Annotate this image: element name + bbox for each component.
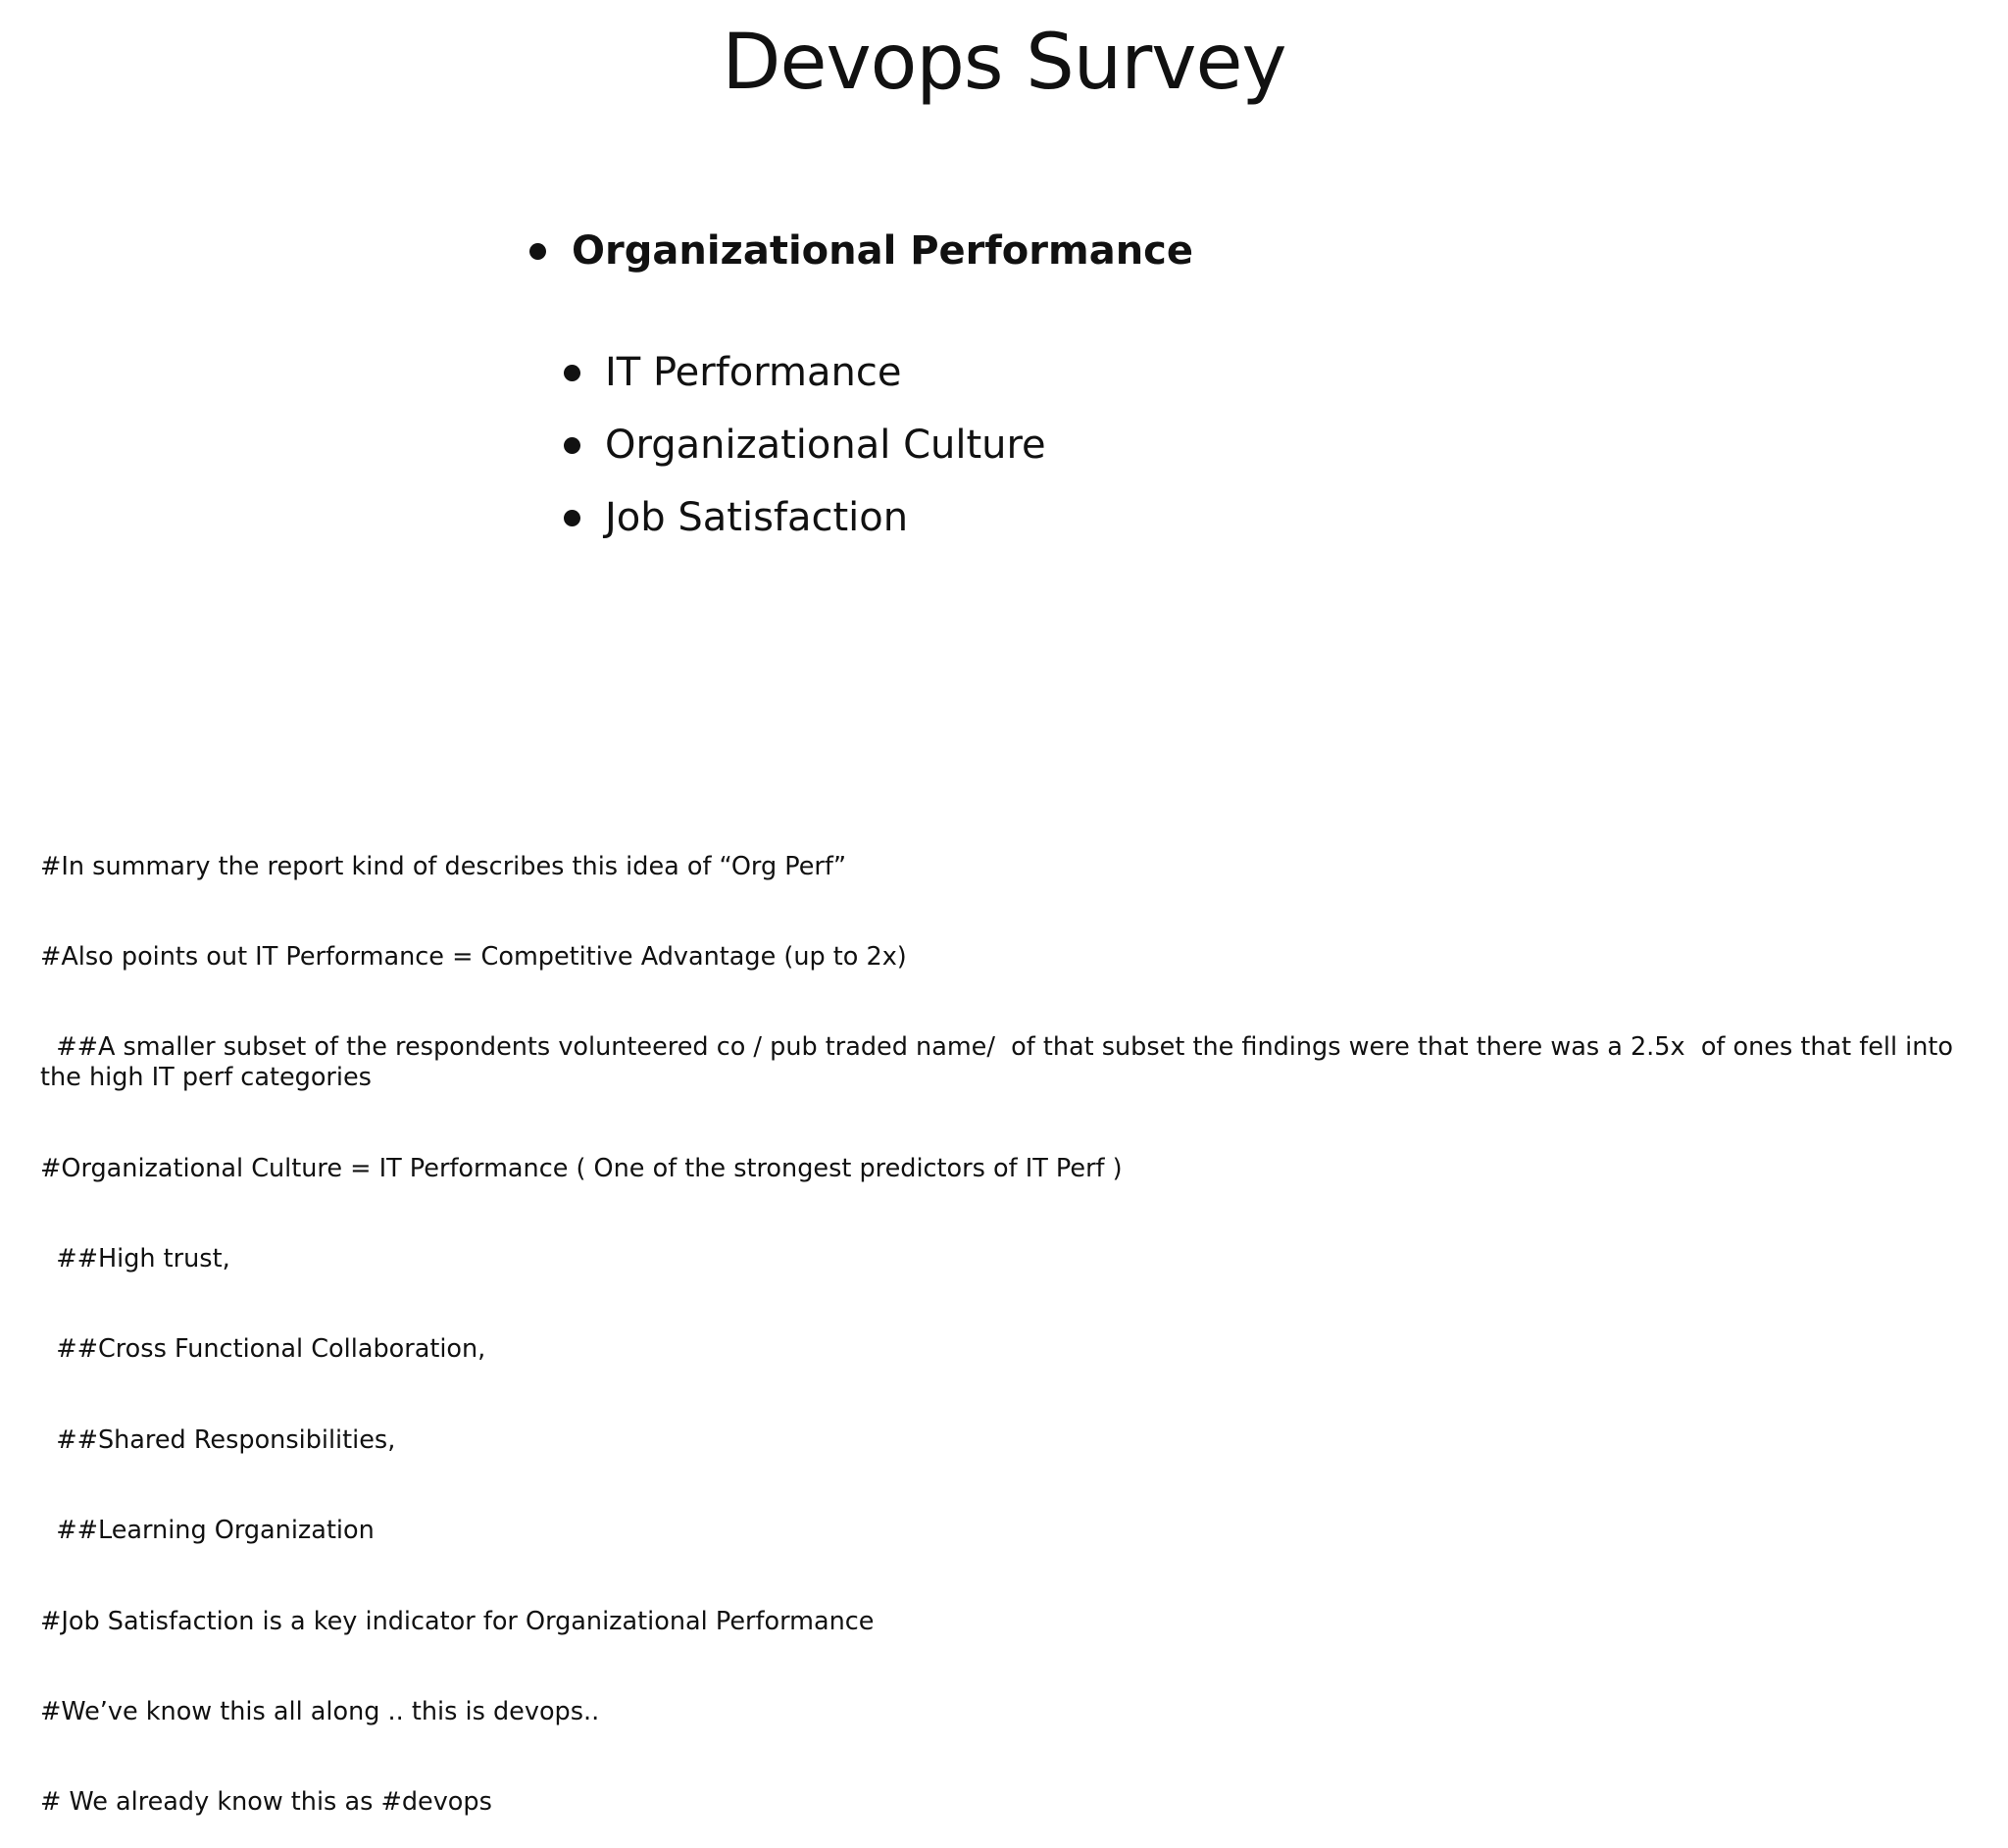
note-line: #In summary the report kind of describes this idea of “Org Perf” [40,851,847,881]
slide-title: Devops Survey [722,19,1286,107]
bullet-sub-item [564,344,901,401]
bullet-sub-item [564,489,908,546]
bullet-dot-icon [564,365,580,381]
bullet-sub-label: Organizational Culture [605,423,1046,468]
note-line: ##Learning Organization [40,1516,375,1546]
note-line: #Also points out IT Performance = Competitive Advantage (up to 2x) [40,941,907,972]
bullet-dot-icon [564,510,580,526]
bullet-sub-label: IT Performance [605,350,902,395]
bullet-sub-label: Job Satisfaction [605,495,909,540]
note-line: # We already know this as #devops [40,1787,492,1818]
note-line: #We’ve know this all along .. this is devops.. [40,1696,600,1726]
bullet-list [0,0,2008,588]
bullet-main [529,222,1193,280]
bullet-sub-item [564,417,1046,474]
note-line: ##Shared Responsibilities, [40,1424,396,1455]
bullet-dot-icon [564,437,580,454]
bullet-dot-icon [529,243,546,260]
note-line: #Job Satisfaction is a key indicator for Organizational Performance [40,1606,875,1636]
speaker-notes [40,791,1962,1848]
note-line: ##Cross Functional Collaboration, [40,1334,486,1365]
note-line: #Organizational Culture = IT Performance ( One of the strongest predictors of IT Perf ) [40,1153,1123,1183]
note-line: ##A smaller subset of the respondents volunteered co / pub traded name/ of that subset the findings were that there was a 2.5x of ones that fell into the high IT perf categories [40,1032,1962,1093]
note-line: ##High trust, [40,1243,230,1274]
bullet-main-label: Organizational Performance [572,228,1194,274]
